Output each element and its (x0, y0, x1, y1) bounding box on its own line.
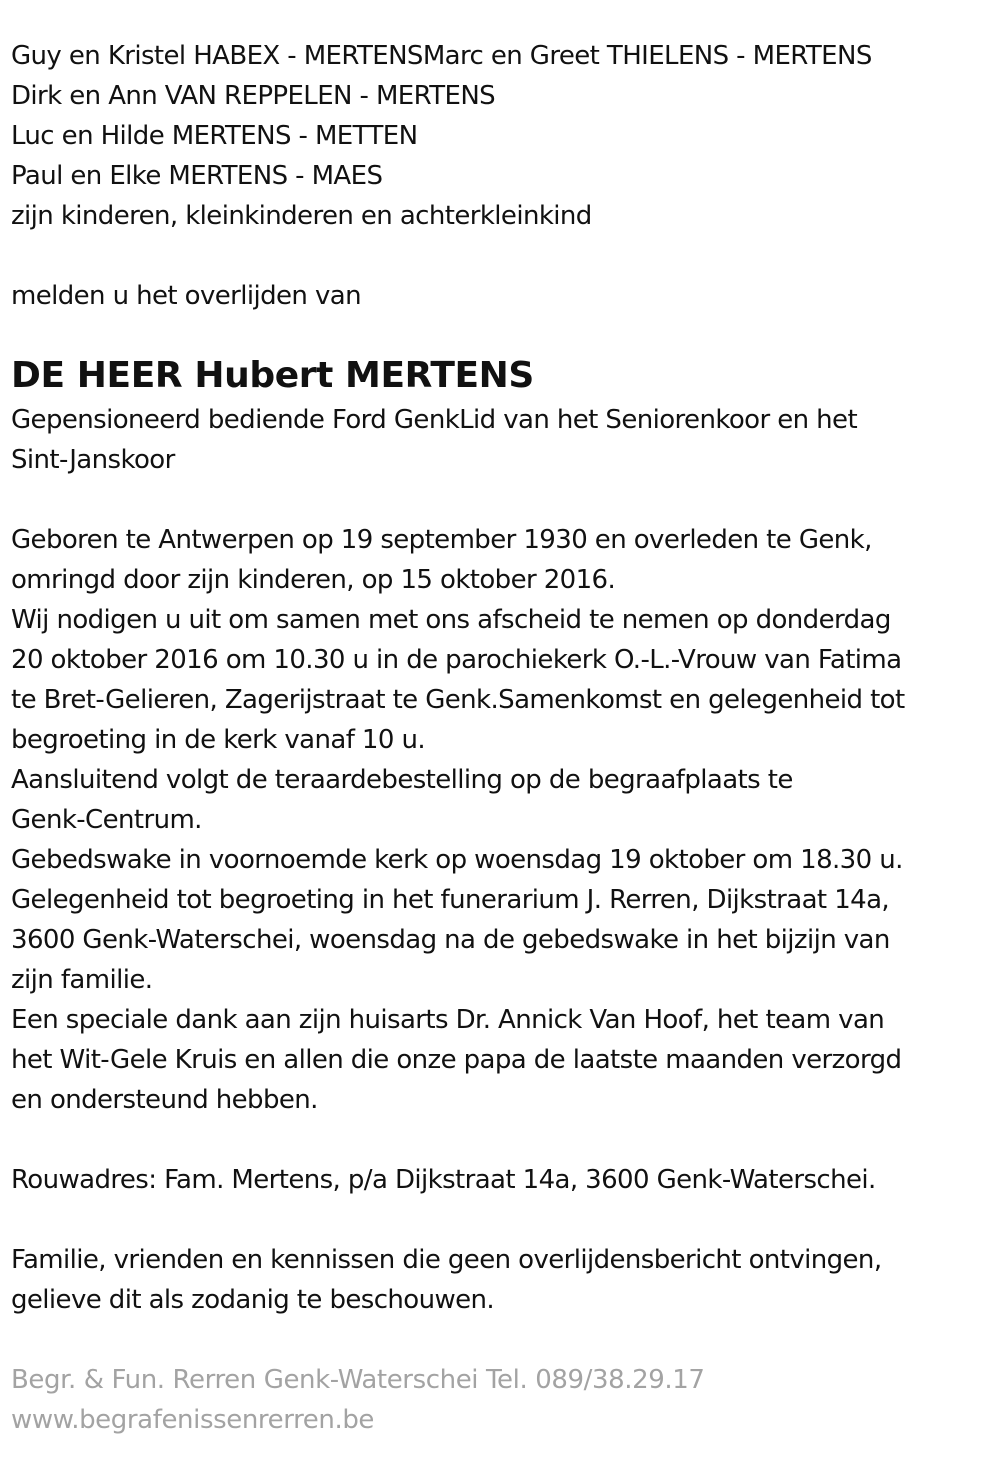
family-list (11, 36, 991, 236)
details-line: 3600 Genk-Waterschei, woensdag na de gebedswake in het bijzijn van (11, 925, 890, 955)
details-line: omringd door zijn kinderen, op 15 oktober 2016. (11, 565, 616, 595)
footer (11, 1360, 991, 1440)
mourning-address: Rouwadres: Fam. Mertens, p/a Dijkstraat 14a, 3600 Genk-Waterschei. (11, 1165, 876, 1195)
details-line: te Bret-Gelieren, Zagerijstraat te Genk.Samenkomst en gelegenheid tot (11, 685, 905, 715)
family-line: Dirk en Ann VAN REPPELEN - MERTENS (11, 81, 496, 111)
notice-block (11, 1240, 991, 1320)
family-line: Guy en Kristel HABEX - MERTENSMarc en Greet THIELENS - MERTENS (11, 41, 872, 71)
occupation-line: Gepensioneerd bediende Ford GenkLid van het Seniorenkoor en het (11, 405, 858, 435)
details-block (11, 520, 991, 1120)
funeral-home-website: www.begrafenissenrerren.be (11, 1405, 375, 1435)
funeral-home-info: Begr. & Fun. Rerren Genk-Waterschei Tel. 089/38.29.17 (11, 1365, 705, 1395)
details-line: Geboren te Antwerpen op 19 september 1930 en overleden te Genk, (11, 525, 872, 555)
details-line: begroeting in de kerk vanaf 10 u. (11, 725, 425, 755)
notice-line: gelieve dit als zodanig te beschouwen. (11, 1285, 495, 1315)
address-block (11, 1160, 991, 1200)
details-line: Gelegenheid tot begroeting in het funerarium J. Rerren, Dijkstraat 14a, (11, 885, 890, 915)
details-line: 20 oktober 2016 om 10.30 u in de parochiekerk O.-L.-Vrouw van Fatima (11, 645, 902, 675)
occupation-block (11, 400, 991, 480)
obituary-document (11, 0, 991, 1440)
details-line: Genk-Centrum. (11, 805, 202, 835)
family-line: Paul en Elke MERTENS - MAES (11, 161, 383, 191)
details-line: Een speciale dank aan zijn huisarts Dr. Annick Van Hoof, het team van (11, 1005, 885, 1035)
details-line: het Wit-Gele Kruis en allen die onze papa de laatste maanden verzorgd (11, 1045, 902, 1075)
details-line: en ondersteund hebben. (11, 1085, 318, 1115)
occupation-line: Sint-Janskoor (11, 445, 175, 475)
details-line: Wij nodigen u uit om samen met ons afscheid te nemen op donderdag (11, 605, 891, 635)
details-line: Gebedswake in voornoemde kerk op woensdag 19 oktober om 18.30 u. (11, 845, 903, 875)
deceased-name: DE HEER Hubert MERTENS (11, 355, 534, 396)
details-line: Aansluitend volgt de teraardebestelling op de begraafplaats te (11, 765, 793, 795)
announcement-block (11, 276, 991, 316)
family-line: Luc en Hilde MERTENS - METTEN (11, 121, 418, 151)
announcement-text: melden u het overlijden van (11, 281, 361, 311)
details-line: zijn familie. (11, 965, 153, 995)
family-relation-line: zijn kinderen, kleinkinderen en achterkleinkind (11, 201, 592, 231)
notice-line: Familie, vrienden en kennissen die geen overlijdensbericht ontvingen, (11, 1245, 882, 1275)
